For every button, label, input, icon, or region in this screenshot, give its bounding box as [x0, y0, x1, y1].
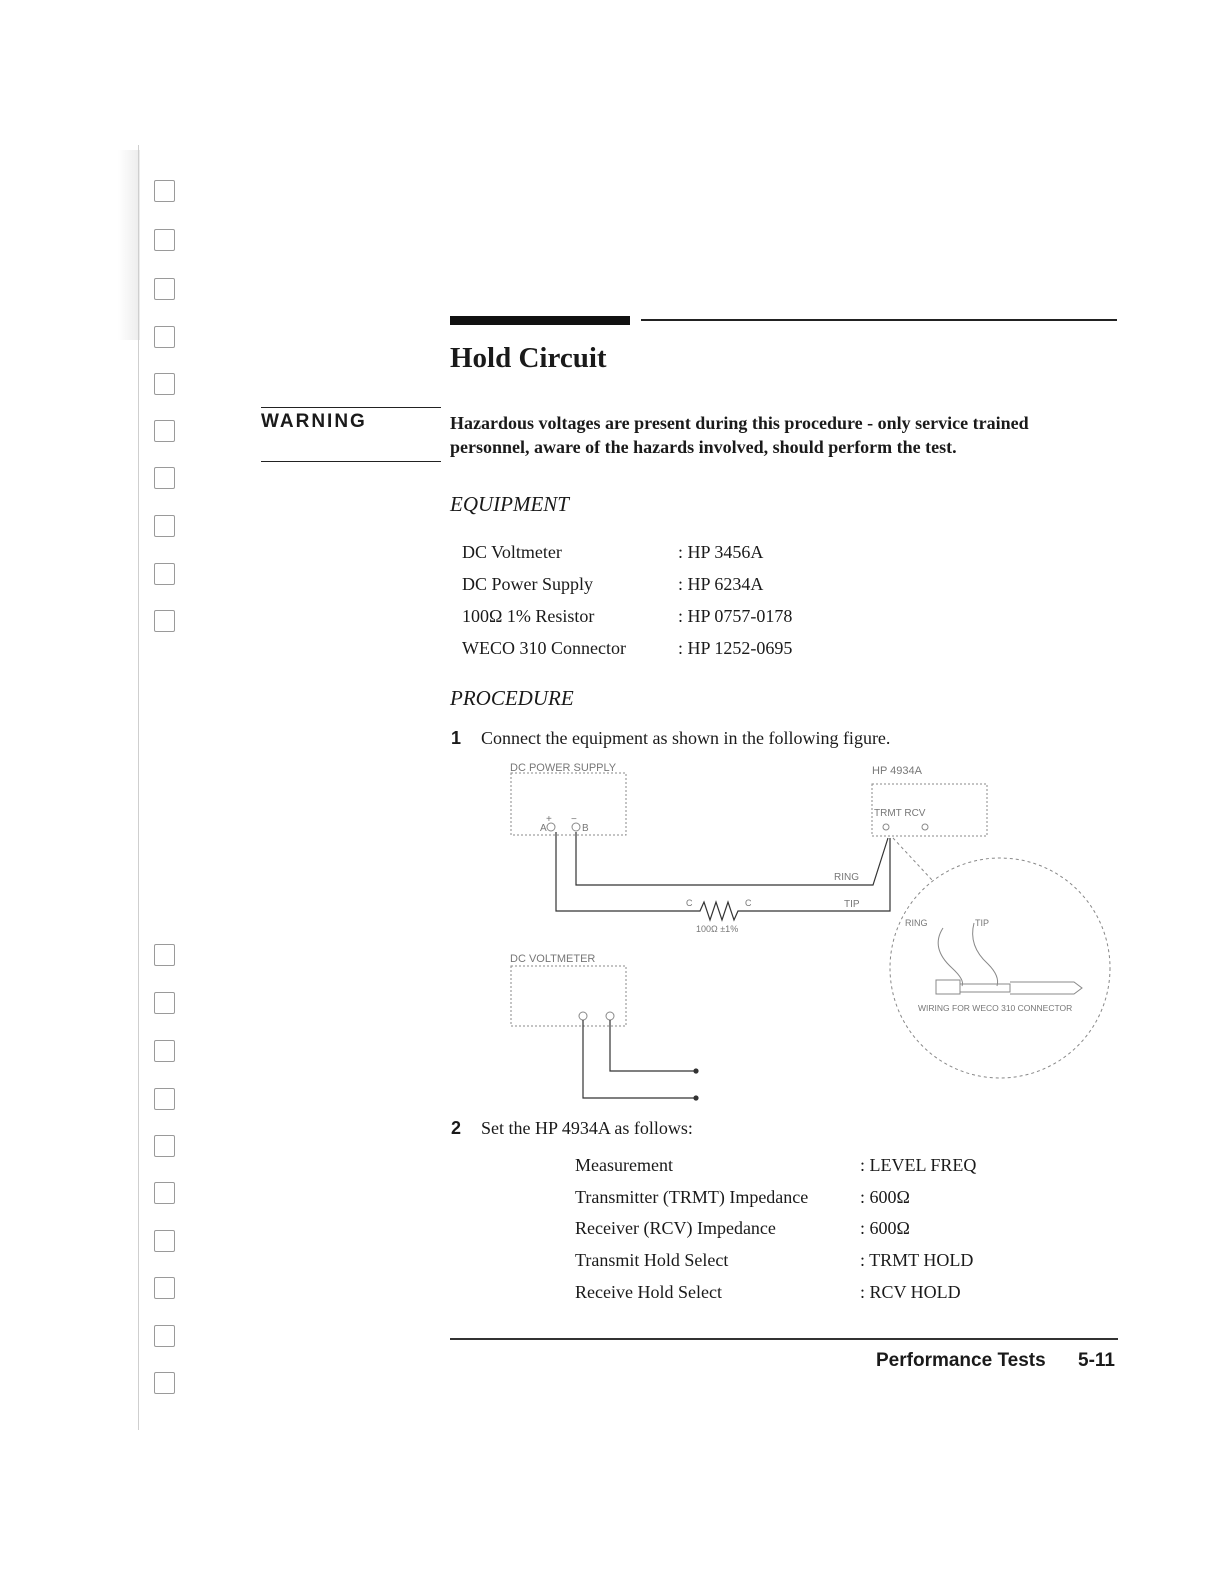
binder-hole	[154, 610, 175, 632]
ring-label: RING	[834, 872, 859, 883]
voltmeter-terminal	[606, 1012, 614, 1020]
setting-value: : 600Ω	[860, 1218, 910, 1238]
equipment-value: : HP 1252-0695	[678, 638, 793, 658]
voltmeter-box	[511, 966, 626, 1026]
setting-name: Measurement	[575, 1155, 673, 1175]
binder-hole	[154, 467, 175, 489]
resistor-lead-label: C	[686, 898, 693, 908]
equipment-value: : HP 3456A	[678, 542, 764, 562]
setting-name: Receive Hold Select	[575, 1282, 722, 1302]
equipment-name: DC Voltmeter	[462, 542, 562, 562]
setting-name: Transmitter (TRMT) Impedance	[575, 1187, 809, 1207]
binder-hole	[154, 180, 175, 202]
binder-hole	[154, 373, 175, 395]
binder-hole	[154, 944, 175, 966]
probe-end	[694, 1069, 698, 1073]
magnifier-pointer	[893, 838, 932, 880]
binder-hole	[154, 229, 175, 251]
resistor-label: 100Ω ±1%	[696, 924, 739, 934]
heading-rule-thick	[450, 316, 630, 325]
binder-shadow	[118, 150, 140, 340]
tip-label: TIP	[844, 899, 860, 910]
power-supply-label: DC POWER SUPPLY	[510, 762, 617, 774]
terminal-a-label: A	[540, 823, 547, 834]
binder-hole	[154, 420, 175, 442]
equipment-heading: EQUIPMENT	[450, 492, 569, 516]
binder-hole	[154, 1230, 175, 1252]
binder-hole	[154, 992, 175, 1014]
binder-hole	[154, 1325, 175, 1347]
setting-name: Transmit Hold Select	[575, 1250, 729, 1270]
resistor-symbol	[688, 902, 750, 920]
equipment-value: : HP 6234A	[678, 574, 764, 594]
footer-rule	[450, 1338, 1118, 1340]
binder-hole	[154, 278, 175, 300]
warning-rule-bottom	[261, 461, 441, 462]
circle-ring-label: RING	[905, 918, 928, 928]
warning-label: WARNING	[261, 411, 367, 432]
step-number: 1	[451, 728, 462, 748]
step-text: Set the HP 4934A as follows:	[481, 1118, 693, 1138]
step-text: Connect the equipment as shown in the following figure.	[481, 728, 891, 748]
warning-rule-top	[261, 407, 441, 408]
step-number: 2	[451, 1118, 462, 1138]
footer-section-label: Performance Tests	[876, 1350, 1046, 1371]
setting-value: : RCV HOLD	[860, 1282, 961, 1302]
equipment-name: DC Power Supply	[462, 574, 594, 594]
binder-hole	[154, 326, 175, 348]
tip-wire	[750, 838, 890, 911]
setting-value: : TRMT HOLD	[860, 1250, 974, 1270]
connection-diagram	[500, 758, 1120, 1113]
voltmeter-label: DC VOLTMETER	[510, 953, 596, 965]
equipment-value: : HP 0757-0178	[678, 606, 793, 626]
wiring-label: WIRING FOR WECO 310 CONNECTOR	[918, 1003, 1073, 1013]
plug-shaft	[960, 984, 1010, 992]
plug-tip	[1010, 982, 1082, 994]
connection-diagram-svg	[500, 758, 1120, 1108]
page-number: 5-11	[1078, 1350, 1115, 1371]
warning-text: Hazardous voltages are present during this procedure - only service trained personnel, aware of the hazards involved, should perform the test.	[450, 413, 1029, 457]
binder-hole	[154, 1040, 175, 1062]
probe-end	[694, 1096, 698, 1100]
binder-hole	[154, 1182, 175, 1204]
circle-ring-wire	[938, 928, 962, 986]
binder-margin-line	[138, 145, 139, 1430]
resistor-lead-label: C	[745, 898, 752, 908]
voltmeter-lead-2	[610, 1020, 696, 1071]
procedure-heading: PROCEDURE	[450, 686, 574, 710]
magnifier-circle	[890, 858, 1110, 1078]
page-title: Hold Circuit	[450, 342, 607, 374]
voltmeter-terminal	[579, 1012, 587, 1020]
setting-value: : 600Ω	[860, 1187, 910, 1207]
minus-label: −	[571, 814, 577, 825]
binder-hole	[154, 1372, 175, 1394]
plus-label: +	[546, 814, 552, 825]
heading-rule-thin	[641, 319, 1117, 321]
hp-4934a-label: HP 4934A	[872, 765, 922, 777]
terminal-b-label: B	[582, 823, 589, 834]
equipment-name: WECO 310 Connector	[462, 638, 626, 658]
voltmeter-lead-1	[583, 1020, 696, 1098]
setting-value: : LEVEL FREQ	[860, 1155, 977, 1175]
binder-hole	[154, 1088, 175, 1110]
setting-name: Receiver (RCV) Impedance	[575, 1218, 776, 1238]
circle-tip-label: TIP	[975, 918, 990, 928]
terminal-rcv	[922, 824, 928, 830]
power-supply-box	[511, 773, 626, 835]
trmt-rcv-label: TRMT RCV	[874, 808, 926, 819]
binder-hole	[154, 515, 175, 537]
plug-body	[936, 980, 960, 994]
circle-tip-wire	[973, 923, 998, 986]
equipment-name: 100Ω 1% Resistor	[462, 606, 595, 626]
binder-hole	[154, 563, 175, 585]
binder-hole	[154, 1135, 175, 1157]
terminal-trmt	[883, 824, 889, 830]
binder-hole	[154, 1277, 175, 1299]
